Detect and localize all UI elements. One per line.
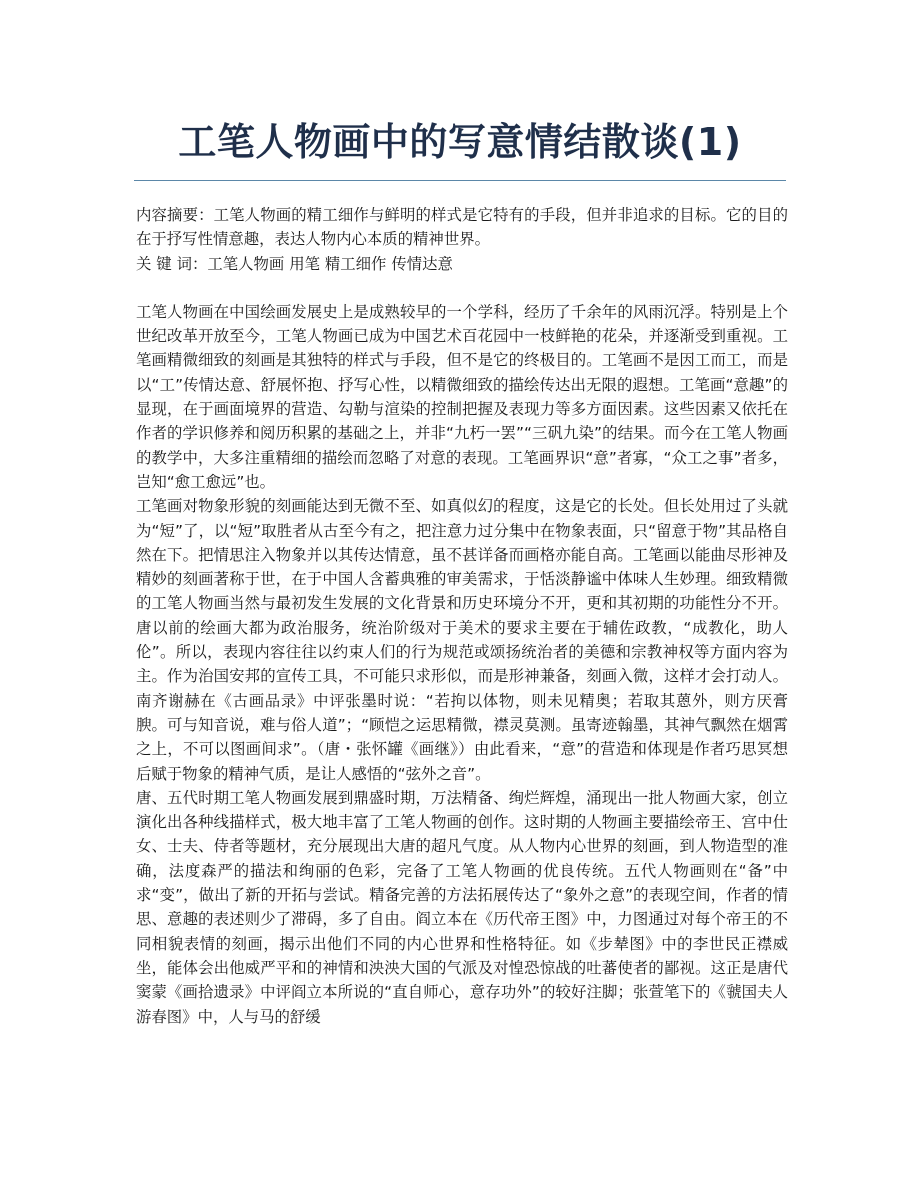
body-paragraph-1: 工笔人物画在中国绘画发展史上是成熟较早的一个学科，经历了千余年的风雨沉浮。特别是上个世纪改革开放至今，工笔人物画已成为中国艺术百花园中一枝鲜艳的花朵，并逐渐受到重视。工笔画精微细致的刻画是其独特的样式与手段，但不是它的终极目的。工笔画不是因工而工，而是以“工”传情达意、舒展怀抱、抒写心性，以精微细致的描绘传达出无限的遐想。工笔画“意趣”的显现，在于画面境界的营造、勾勒与渲染的控制把握及表现力等多方面因素。这些因素又依托在作者的学识修养和阅历积累的基础之上，并非“九朽一罢”“三矾九染”的结果。而今在工笔人物画的教学中，大多注重精细的描绘而忽略了对意的表现。工笔画界识“意”者寡，“众工之事”者多，岂知“愈工愈远”也。 bbox=[136, 302, 788, 491]
keywords: 关 键 词：工笔人物画 用笔 精工细作 传情达意 bbox=[136, 254, 453, 273]
body-paragraph-2: 工笔画对物象形貌的刻画能达到无微不至、如真似幻的程度，这是它的长处。但长处用过了头就为“短”了，以“短”取胜者从古至今有之，把注意力过分集中在物象表面，只“留意于物”其品格自然在下。把情思注入物象并以其传达情意，虽不甚详备而画格亦能自高。工笔画以能曲尽形神及精妙的刻画著称于世，在于中国人含蓄典雅的审美需求，于恬淡静谧中体味人生妙理。细致精微的工笔人物画当然与最初发生发展的文化背景和历史环境分不开，更和其初期的功能性分不开。唐以前的绘画大都为政治服务，统治阶级对于美术的要求主要在于辅佐政教，“成教化，助人伦”。所以，表现内容往往以约束人们的行为规范或颂扬统治者的美德和宗教神权等方面内容为主。作为治国安邦的宣传工具，不可能只求形似，而是形神兼备，刻画入微，这样才会打动人。南齐谢赫在《古画品录》中评张墨时说：“若拘以体物，则未见精奥；若取其蒽外，则方厌膏腴。可与知音说，难与俗人道”；“顾恺之运思精微，襟灵莫测。虽寄迹翰墨，其神气飘然在烟霄之上，不可以图画间求”。（唐・张怀罐《画继》）由此看来，“意”的营造和体现是作者巧思冥想后赋于物象的精神气质，是让人感悟的“弦外之音”。 bbox=[136, 497, 788, 783]
body-paragraph-3: 唐、五代时期工笔人物画发展到鼎盛时期，万法精备、绚烂辉煌，涌现出一批人物画大家，创立演化出各种线描样式，极大地丰富了工笔人物画的创作。这时期的人物画主要描绘帝王、宫中仕女、士夫、侍者等题材，充分展现出大唐的超凡气度。从人物内心世界的刻画，到人物造型的准确，法度森严的描法和绚丽的色彩，完备了工笔人物画的优良传统。五代人物画则在“备”中求“变”，做出了新的开拓与尝试。精备完善的方法拓展传达了“象外之意”的表现空间，作者的情思、意趣的表述则少了滞碍，多了自由。阎立本在《历代帝王图》中，力图通过对每个帝王的不同相貌表情的刻画，揭示出他们不同的内心世界和性格特征。如《步辇图》中的李世民正襟威坐，能体会出他威严平和的神情和泱泱大国的气派及对惶恐惊战的吐蕃使者的鄙视。这正是唐代窦蒙《画拾遗录》中评阎立本所说的“直自师心，意存功外”的较好注脚；张萱笔下的《虢国夫人游春图》中，人与马的舒缓 bbox=[136, 788, 788, 1026]
document-body bbox=[136, 203, 788, 1029]
document-title: 工笔人物画中的写意情结散谈(1) bbox=[178, 120, 742, 164]
paragraph-gap bbox=[136, 276, 788, 300]
abstract: 内容摘要：工笔人物画的精工细作与鲜明的样式是它特有的手段，但并非追求的目标。它的目的在于抒写性情意趣，表达人物内心本质的精神世界。 bbox=[136, 206, 788, 249]
title-divider bbox=[134, 180, 786, 181]
